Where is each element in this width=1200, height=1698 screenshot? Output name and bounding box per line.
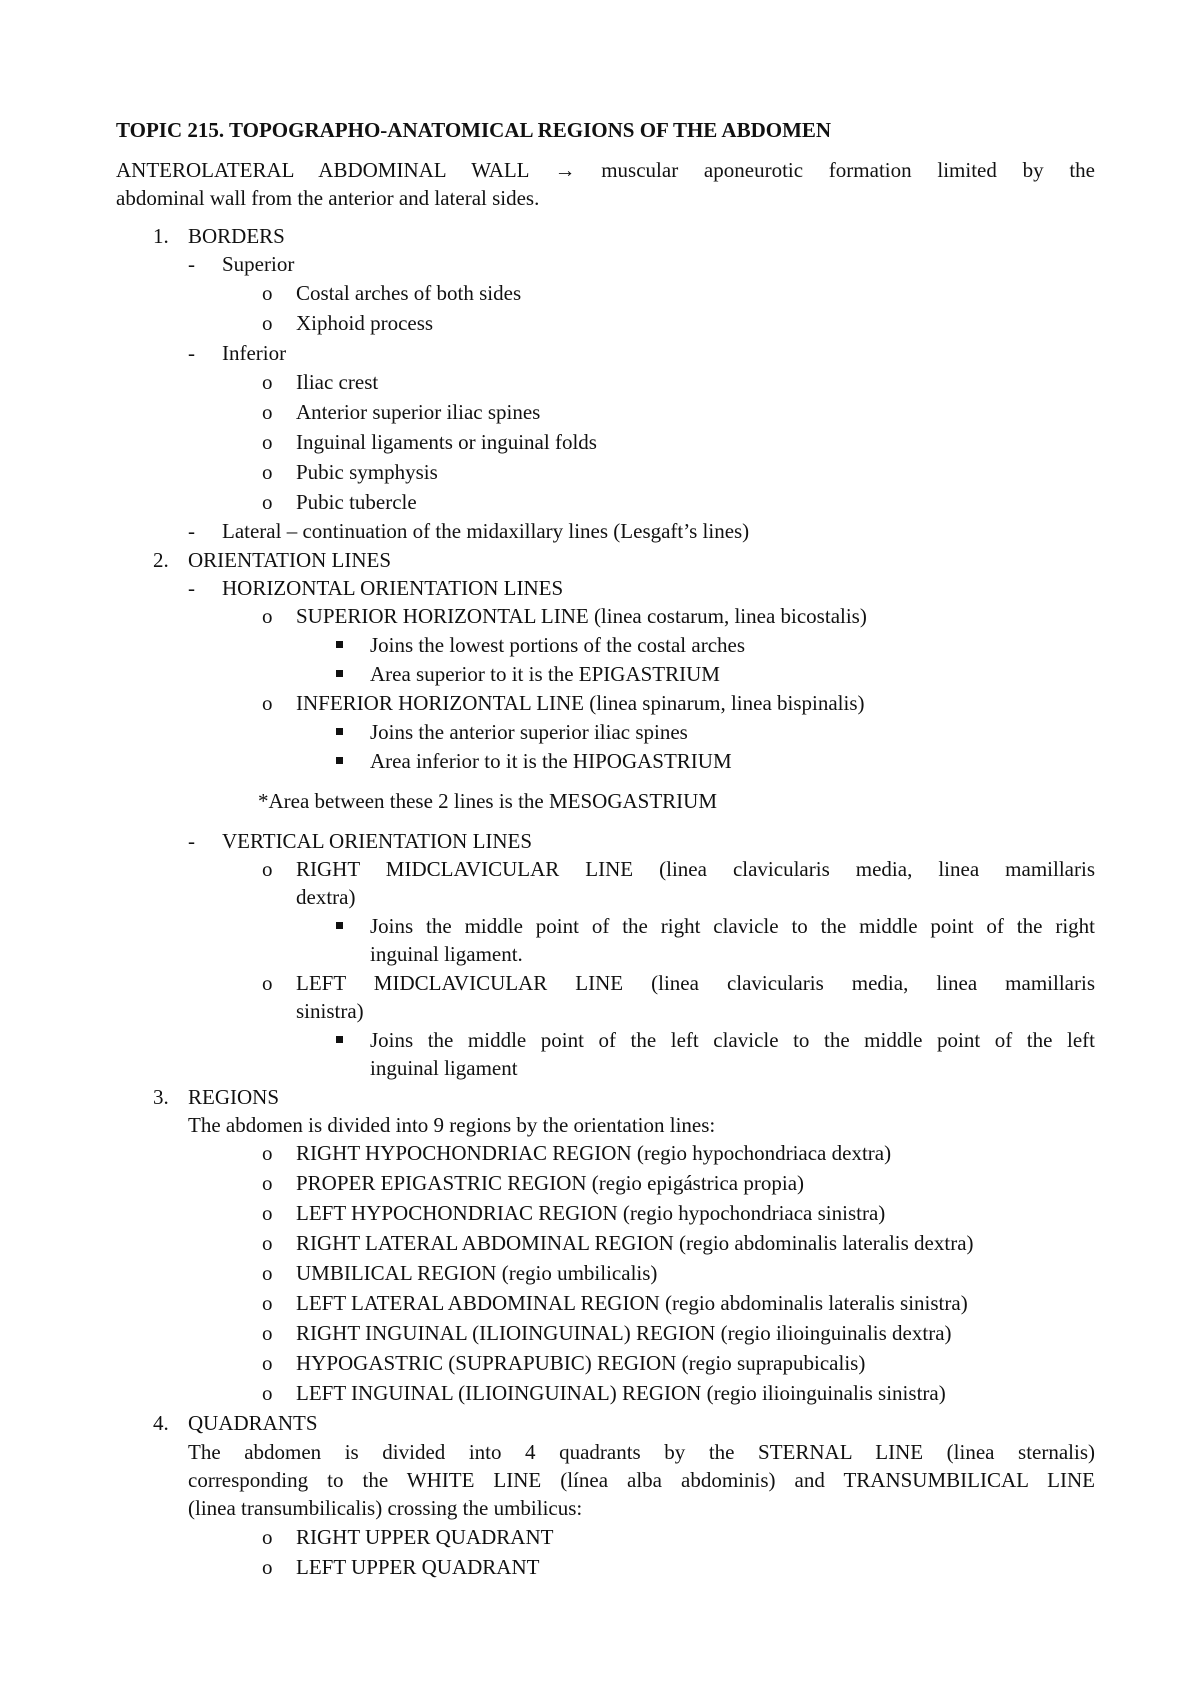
list-number: 3. <box>153 1085 169 1109</box>
square-bullet <box>336 670 343 677</box>
list-item: Iliac crest <box>296 370 379 394</box>
circle-marker: o <box>262 281 273 305</box>
region-item: HYPOGASTRIC (SUPRAPUBIC) REGION (regio suprapubicalis) <box>296 1351 866 1375</box>
square-bullet <box>336 922 343 929</box>
circle-marker: o <box>262 400 273 424</box>
mesogastrium-note: *Area between these 2 lines is the MESOGASTRIUM <box>258 789 718 813</box>
regions-intro: The abdomen is divided into 9 regions by the orientation lines: <box>188 1113 716 1137</box>
list-item: Joins the middle point of the left clavicle to the middle point of the left <box>370 1028 1095 1052</box>
region-item: RIGHT HYPOCHONDRIAC REGION (regio hypochondriaca dextra) <box>296 1141 892 1165</box>
list-item: Pubic tubercle <box>296 490 417 514</box>
quadrant-item: RIGHT UPPER QUADRANT <box>296 1525 554 1549</box>
circle-marker: o <box>262 311 273 335</box>
region-item: PROPER EPIGASTRIC REGION (regio epigástrica propia) <box>296 1171 805 1195</box>
quadrant-item: LEFT UPPER QUADRANT <box>296 1555 540 1579</box>
circle-marker: o <box>262 691 273 715</box>
region-item: RIGHT INGUINAL (ILIOINGUINAL) REGION (regio ilioinguinalis dextra) <box>296 1321 952 1345</box>
vertical-lines-label: VERTICAL ORIENTATION LINES <box>222 829 533 853</box>
region-item: LEFT HYPOCHONDRIAC REGION (regio hypochondriaca sinistra) <box>296 1201 886 1225</box>
list-item: Joins the middle point of the right clavicle to the middle point of the right <box>370 914 1095 938</box>
circle-marker: o <box>262 1261 273 1285</box>
section-heading-regions: REGIONS <box>188 1085 280 1109</box>
dash-marker: - <box>188 576 195 600</box>
circle-marker: o <box>262 1381 273 1405</box>
list-item: Joins the lowest portions of the costal arches <box>370 633 746 657</box>
intro-line-2: abdominal wall from the anterior and lateral sides. <box>116 186 540 210</box>
circle-marker: o <box>262 604 273 628</box>
section-heading-quadrants: QUADRANTS <box>188 1411 318 1435</box>
circle-marker: o <box>262 971 273 995</box>
square-bullet <box>336 728 343 735</box>
dash-marker: - <box>188 829 195 853</box>
quadrants-intro-3: (linea transumbilicalis) crossing the umbilicus: <box>188 1496 583 1520</box>
horizontal-lines-label: HORIZONTAL ORIENTATION LINES <box>222 576 564 600</box>
left-midclavicular-line-cont: sinistra) <box>296 999 364 1023</box>
list-number: 4. <box>153 1411 169 1435</box>
section-heading-orientation: ORIENTATION LINES <box>188 548 392 572</box>
lateral-label: Lateral – continuation of the midaxillary lines (Lesgaft’s lines) <box>222 519 750 543</box>
list-item: Pubic symphysis <box>296 460 438 484</box>
dash-marker: - <box>188 519 195 543</box>
region-item: UMBILICAL REGION (regio umbilicalis) <box>296 1261 658 1285</box>
circle-marker: o <box>262 370 273 394</box>
list-item-cont: inguinal ligament. <box>370 942 523 966</box>
circle-marker: o <box>262 1555 273 1579</box>
intro-line-1: ANTEROLATERAL ABDOMINAL WALL → muscular aponeurotic formation limited by the <box>116 158 1095 182</box>
circle-marker: o <box>262 430 273 454</box>
circle-marker: o <box>262 1321 273 1345</box>
list-item: Area inferior to it is the HIPOGASTRIUM <box>370 749 732 773</box>
right-midclavicular-line: RIGHT MIDCLAVICULAR LINE (linea clavicularis media, linea mamillaris <box>296 857 1095 881</box>
list-item: Area superior to it is the EPIGASTRIUM <box>370 662 720 686</box>
circle-marker: o <box>262 1525 273 1549</box>
section-heading-borders: BORDERS <box>188 224 285 248</box>
list-number: 2. <box>153 548 169 572</box>
page-title: TOPIC 215. TOPOGRAPHO-ANATOMICAL REGIONS OF THE ABDOMEN <box>116 118 832 142</box>
superior-label: Superior <box>222 252 295 276</box>
left-midclavicular-line: LEFT MIDCLAVICULAR LINE (linea clavicularis media, linea mamillaris <box>296 971 1095 995</box>
square-bullet <box>336 641 343 648</box>
list-item: Anterior superior iliac spines <box>296 400 541 424</box>
right-midclavicular-line-cont: dextra) <box>296 885 356 909</box>
list-item: Xiphoid process <box>296 311 434 335</box>
circle-marker: o <box>262 1291 273 1315</box>
circle-marker: o <box>262 1171 273 1195</box>
circle-marker: o <box>262 1351 273 1375</box>
circle-marker: o <box>262 1141 273 1165</box>
dash-marker: - <box>188 252 195 276</box>
superior-horizontal-line: SUPERIOR HORIZONTAL LINE (linea costarum, linea bicostalis) <box>296 604 867 628</box>
region-item: LEFT INGUINAL (ILIOINGUINAL) REGION (regio ilioinguinalis sinistra) <box>296 1381 946 1405</box>
circle-marker: o <box>262 490 273 514</box>
circle-marker: o <box>262 460 273 484</box>
quadrants-intro-2: corresponding to the WHITE LINE (línea alba abdominis) and TRANSUMBILICAL LINE <box>188 1468 1095 1492</box>
square-bullet <box>336 757 343 764</box>
dash-marker: - <box>188 341 195 365</box>
inferior-label: Inferior <box>222 341 287 365</box>
quadrants-intro-1: The abdomen is divided into 4 quadrants by the STERNAL LINE (linea sternalis) <box>188 1440 1095 1464</box>
region-item: LEFT LATERAL ABDOMINAL REGION (regio abdominalis lateralis sinistra) <box>296 1291 968 1315</box>
list-item: Costal arches of both sides <box>296 281 522 305</box>
list-number: 1. <box>153 224 169 248</box>
square-bullet <box>336 1036 343 1043</box>
list-item: Joins the anterior superior iliac spines <box>370 720 688 744</box>
circle-marker: o <box>262 1231 273 1255</box>
region-item: RIGHT LATERAL ABDOMINAL REGION (regio abdominalis lateralis dextra) <box>296 1231 974 1255</box>
circle-marker: o <box>262 857 273 881</box>
inferior-horizontal-line: INFERIOR HORIZONTAL LINE (linea spinarum, linea bispinalis) <box>296 691 865 715</box>
list-item-cont: inguinal ligament <box>370 1056 518 1080</box>
circle-marker: o <box>262 1201 273 1225</box>
list-item: Inguinal ligaments or inguinal folds <box>296 430 597 454</box>
